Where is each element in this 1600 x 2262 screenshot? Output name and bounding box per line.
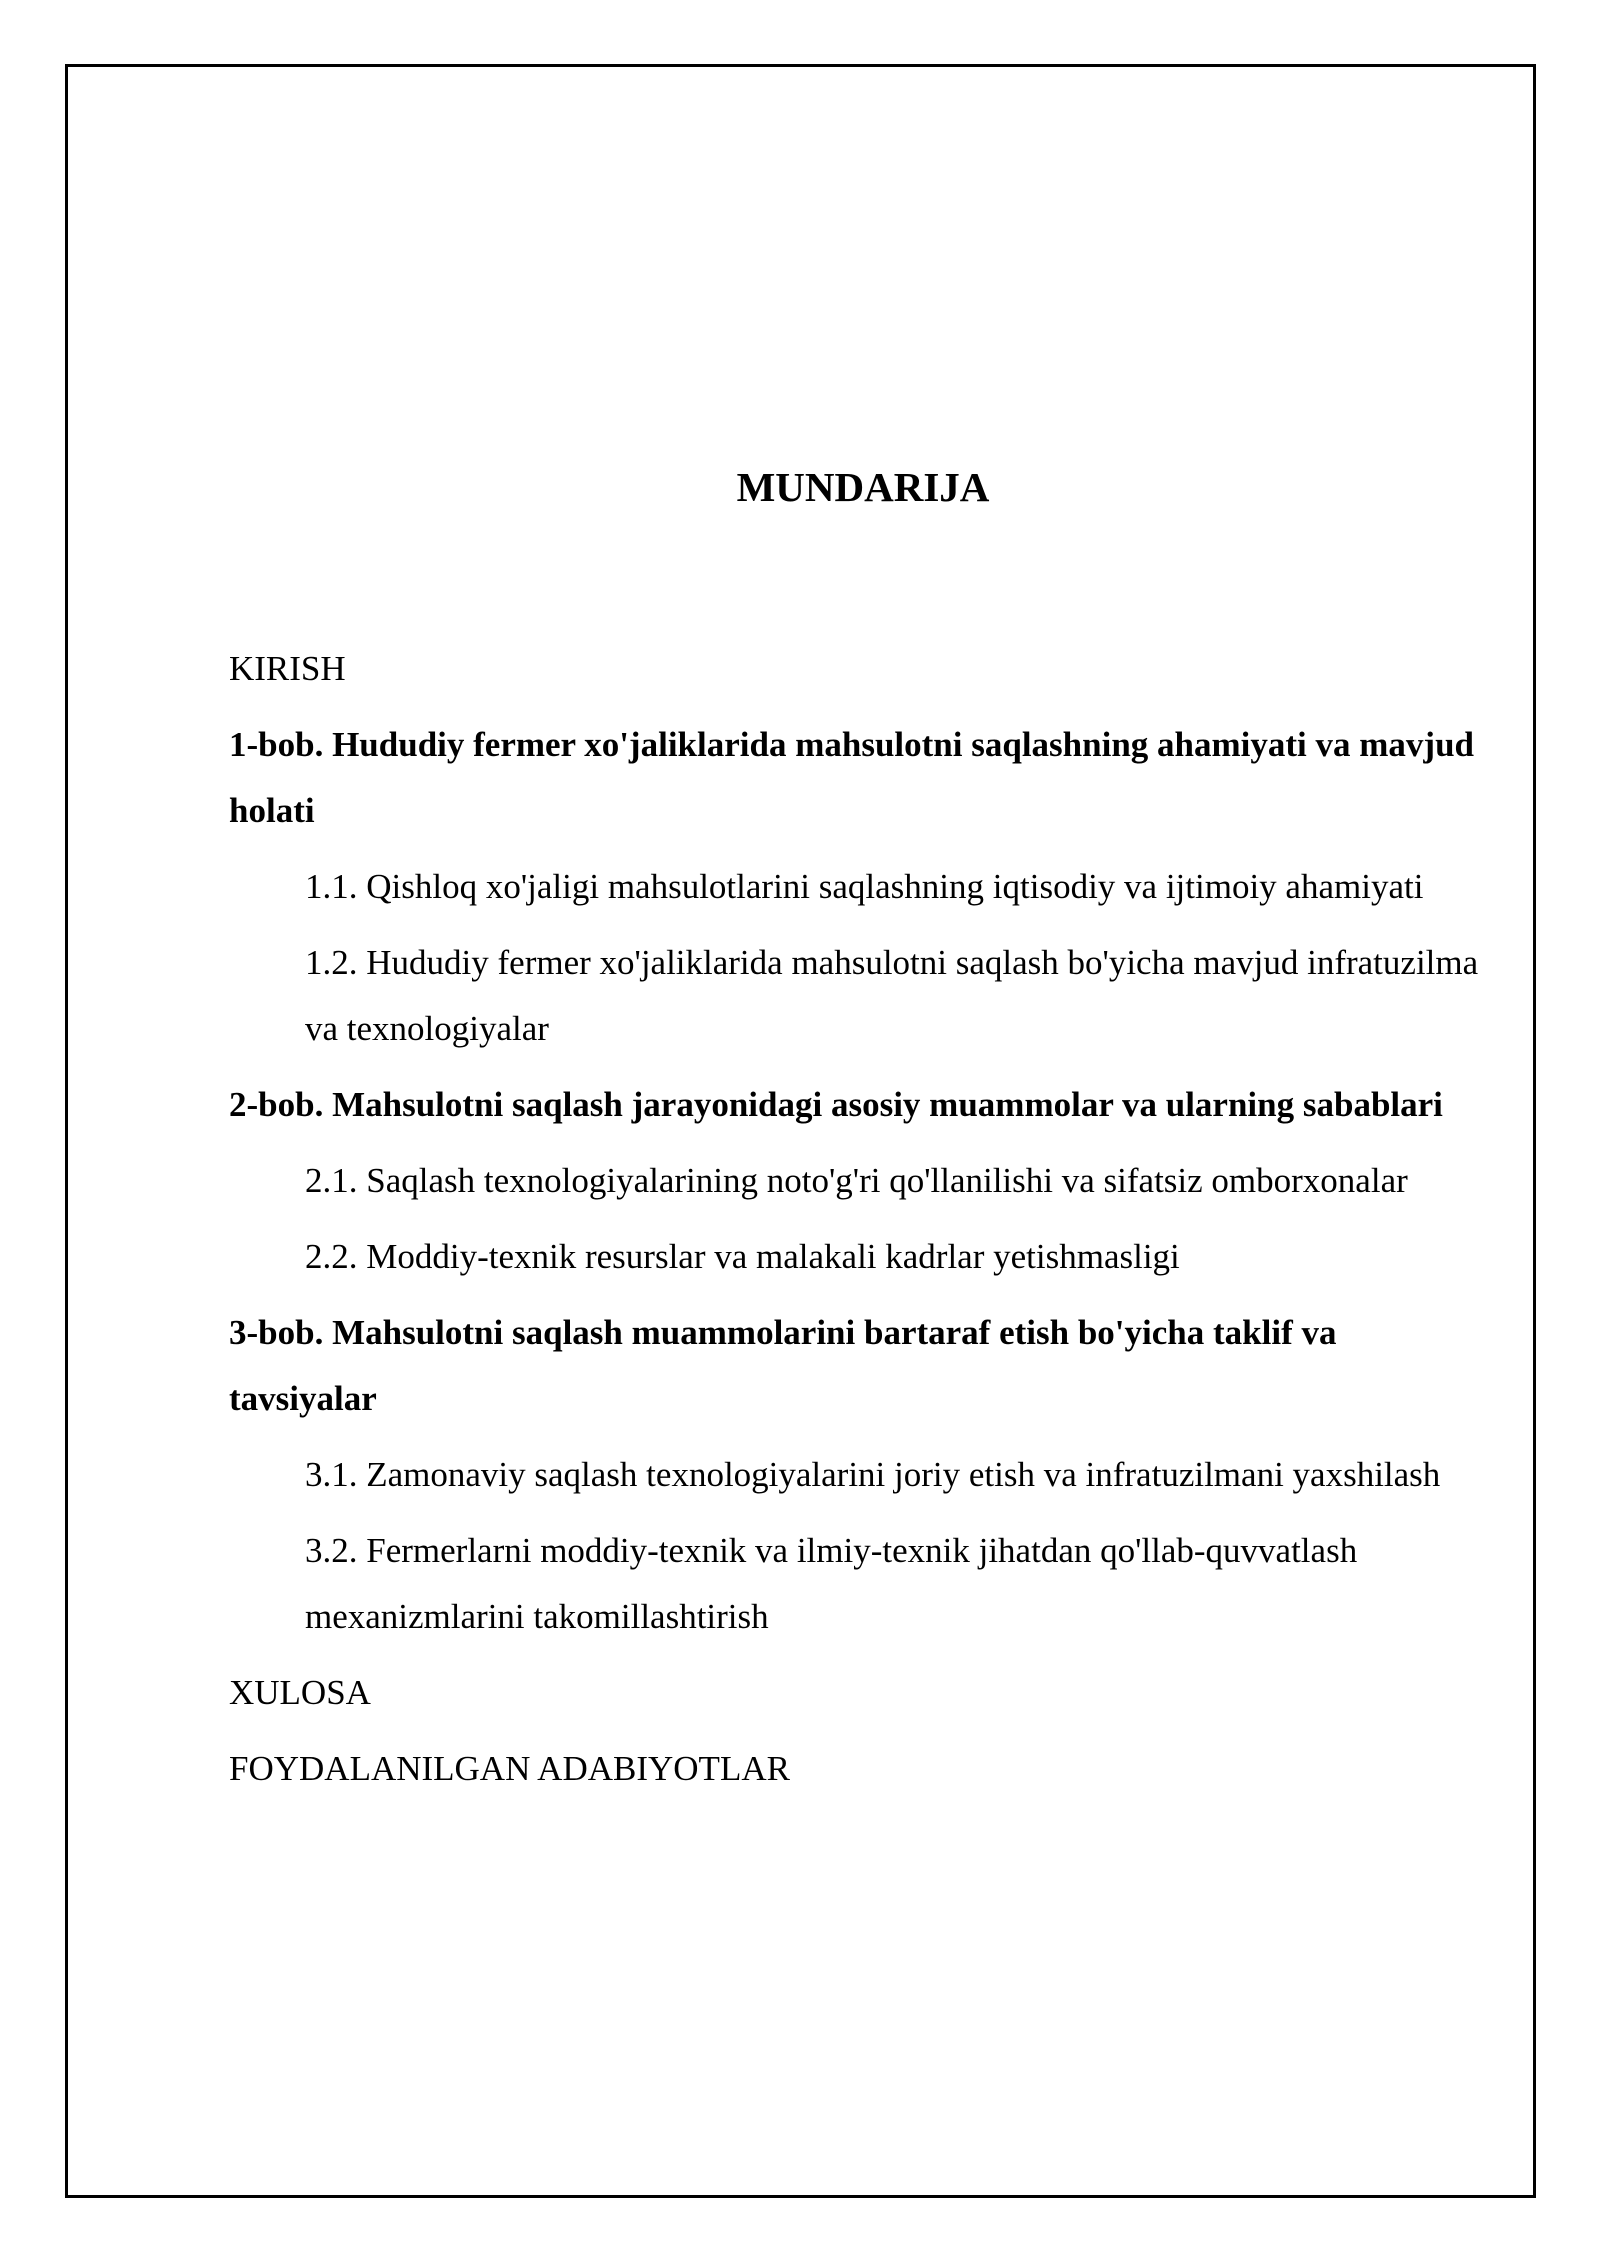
toc-entry-section-3-1: 3.1. Zamonaviy saqlash texnologiyalarini joriy etish va infratuzilmani yaxshilash <box>305 1455 1441 1494</box>
page-title: MUNDARIJA <box>736 464 990 510</box>
toc-entry-introduction: KIRISH <box>229 649 346 688</box>
toc-entry-section-3-2: 3.2. Fermerlarni moddiy-texnik va ilmiy-texnik jihatdan qo'llab-quvvatlash mexanizmlarini takomillashtirish <box>305 1531 1358 1636</box>
toc-entry-references: FOYDALANILGAN ADABIYOTLAR <box>229 1749 790 1788</box>
toc-entry-chapter-3: 3-bob. Mahsulotni saqlash muammolarini bartaraf etish bo'yicha taklif va tavsiyalar <box>229 1313 1337 1418</box>
toc-entry-section-1-1: 1.1. Qishloq xo'jaligi mahsulotlarini saqlashning iqtisodiy va ijtimoiy ahamiyati <box>305 867 1424 906</box>
toc-entry-chapter-2: 2-bob. Mahsulotni saqlash jarayonidagi asosiy muammolar va ularning sabablari <box>229 1085 1443 1124</box>
table-of-contents <box>229 636 1489 1812</box>
toc-entry-chapter-1: 1-bob. Hududiy fermer xo'jaliklarida mahsulotni saqlashning ahamiyati va mavjud holati <box>229 725 1474 830</box>
toc-entry-section-1-2: 1.2. Hududiy fermer xo'jaliklarida mahsulotni saqlash bo'yicha mavjud infratuzilma va texnologiyalar <box>305 943 1479 1048</box>
toc-entry-section-2-2: 2.2. Moddiy-texnik resurslar va malakali kadrlar yetishmasligi <box>305 1237 1180 1276</box>
toc-entry-section-2-1: 2.1. Saqlash texnologiyalarining noto'g'ri qo'llanilishi va sifatsiz omborxonalar <box>305 1161 1408 1200</box>
toc-entry-conclusion: XULOSA <box>229 1673 371 1712</box>
